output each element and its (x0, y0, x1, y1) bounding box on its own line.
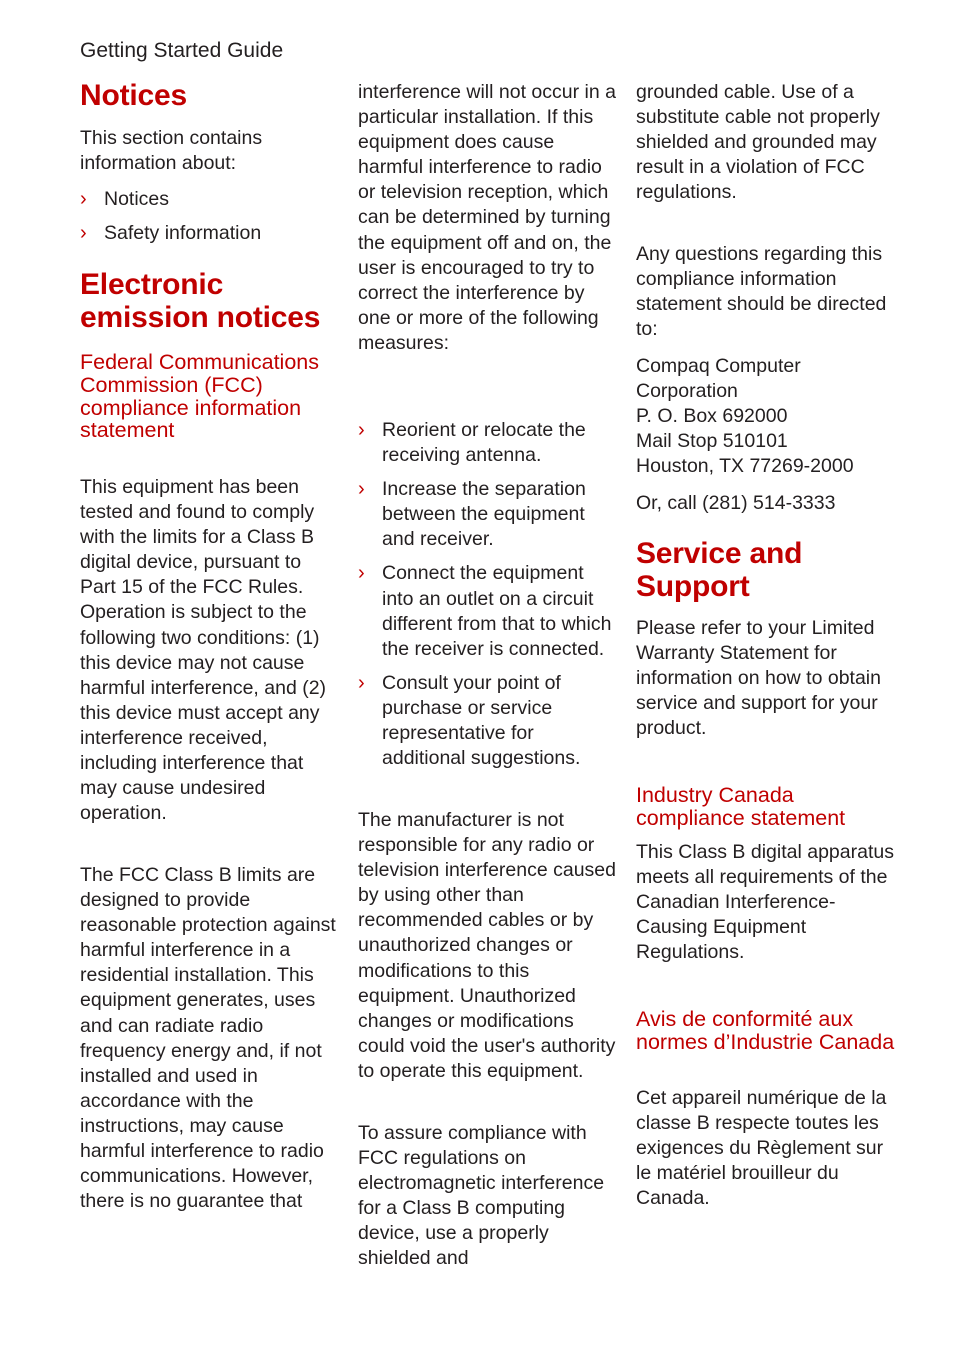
measures-list (358, 418, 620, 771)
questions-text: Any questions regarding this compliance information statement should be directed to: (636, 243, 887, 341)
fcc-paragraph-2: The FCC Class B limits are designed to provide reasonable protection against harmful interference in a residential installation. This equipment generates, uses and can radiate radio frequency energy and, if not installed and used in accordance with the instructions, may cause harmful interference to radio communications. However, there is no guarantee that (80, 864, 336, 1213)
notices-intro: This section contains information about: (80, 127, 263, 175)
list-item (358, 477, 620, 552)
list-item (80, 187, 340, 212)
list-item-label: Consult your point of purchase or service representative for additional suggestions. (382, 671, 581, 770)
call-text: Or, call (281) 514-3333 (636, 492, 836, 514)
chevron-right-icon: › (358, 562, 365, 585)
chevron-right-icon: › (358, 671, 365, 694)
fcc-paragraph-3: The manufacturer is not responsible for any radio or television interference caused by using other than recommended cables or by unauthorized changes or modifications to this equipment. Unauthorized changes or modifications could void the user's authority to operate this equipment. (358, 809, 616, 1082)
chevron-right-icon: › (358, 419, 365, 441)
list-item-label: Increase the separation between the equipment and receiver. (382, 478, 586, 551)
address-line: Mail Stop 510101 (636, 430, 788, 453)
address-line: Houston, TX 77269-2000 (636, 455, 854, 478)
fcc-paragraph-4: To assure compliance with FCC regulations on electromagnetic interference for a Class B computing device, use a properly shielded and (358, 1122, 605, 1270)
notices-list (80, 187, 340, 246)
fcc-heading: Federal Communications Commission (FCC) compliance information statement (80, 350, 319, 443)
list-item-label: Notices (104, 188, 170, 210)
list-item (358, 671, 620, 771)
list-item (358, 561, 620, 661)
running-header: Getting Started Guide (80, 39, 284, 62)
list-item-label: Reorient or relocate the receiving antenna. (382, 419, 586, 467)
mailing-address (636, 354, 896, 479)
list-item-label: Connect the equipment into an outlet on a circuit different from that to which the receiver is connected. (382, 562, 612, 660)
fcc-paragraph-4-continued: grounded cable. Use of a substitute cable not properly shielded and grounded may result in a violation of FCC regulations. (636, 81, 880, 204)
chevron-right-icon: › (80, 188, 87, 210)
address-line: P. O. Box 692000 (636, 405, 788, 428)
chevron-right-icon: › (80, 222, 87, 245)
list-item (80, 221, 340, 246)
avis-text: Cet appareil numérique de la classe B respecte toutes les exigences du Règlement sur le matériel brouilleur du Canada. (636, 1087, 887, 1210)
emission-title: Electronic emission notices (80, 268, 321, 334)
avis-heading: Avis de conformité aux normes d’Industrie Canada (636, 1007, 895, 1054)
list-item-label: Safety information (104, 222, 262, 245)
fcc-paragraph-1: This equipment has been tested and found to comply with the limits for a Class B digital device, pursuant to Part 15 of the FCC Rules. Operation is subject to the following two conditions: (1) this device may not cause harmful interference, and (2) this device must accept any interference received, including interference that may cause undesired operation. (80, 476, 327, 825)
notices-title: Notices (80, 79, 187, 112)
service-title: Service and Support (636, 537, 803, 603)
ic-text: This Class B digital apparatus meets all requirements of the Canadian Interference-Causing Equipment Regulations. (636, 841, 894, 964)
ic-heading: Industry Canada compliance statement (636, 783, 846, 830)
chevron-right-icon: › (358, 478, 365, 501)
address-line: Compaq Computer Corporation (636, 355, 801, 403)
service-text: Please refer to your Limited Warranty Statement for information on how to obtain service and support for your product. (636, 617, 881, 740)
list-item (358, 418, 620, 468)
fcc-paragraph-2-continued: interference will not occur in a particular installation. If this equipment does cause harmful interference to radio or television reception, which can be determined by turning the equipment off and on, the user is encouraged to try to correct the interference by one or more of the following measures: (358, 81, 616, 354)
